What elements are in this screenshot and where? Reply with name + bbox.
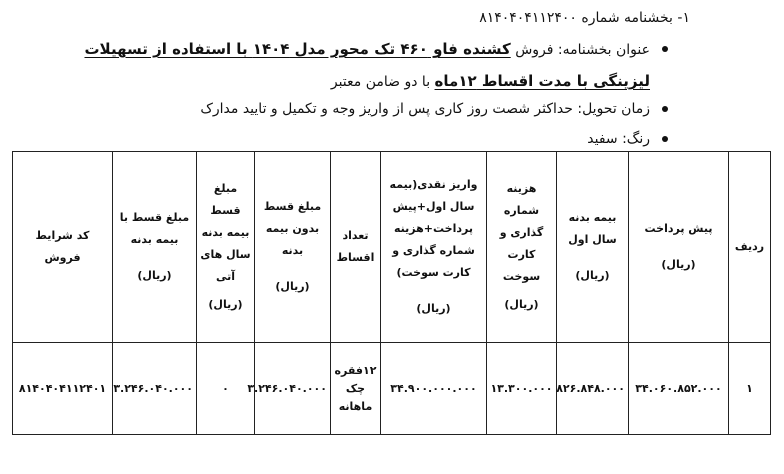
cell-insurance: ۸۲۶.۸۴۸.۰۰۰ (557, 343, 629, 435)
subject-title-part2: لیزینگی با مدت اقساط ۱۲ماه (434, 72, 650, 90)
cell-cash-deposit: ۳۴.۹۰۰.۰۰۰.۰۰۰ (381, 343, 487, 435)
header-cash-deposit: واریز نقدی(بیمه سال اول+پیش پرداخت+هزینه شماره گذاری و کارت سوخت) (ریال) (381, 152, 487, 343)
cell-sale-code: ۸۱۴۰۴۰۴۱۱۲۴۰۱ (13, 343, 113, 435)
header-sale-code: کد شرایط فروش (13, 152, 113, 343)
subject-suffix: با دو ضامن معتبر (330, 74, 431, 90)
header-future-insurance: مبلغ قسط بیمه بدنه سال های آتی (ریال) (197, 152, 255, 343)
bullet-dot-icon (662, 106, 668, 112)
header-prepayment: پیش پرداخت (ریال) (629, 152, 729, 343)
header-installment-with-insurance: مبلغ قسط با بیمه بدنه (ریال) (113, 152, 197, 343)
color-text: رنگ: سفید (587, 131, 650, 147)
subject-title-part1: کشنده فاو ۴۶۰ تک محور مدل ۱۴۰۴ با استفاده از تسهیلات (84, 40, 511, 58)
table-header-row (13, 152, 771, 343)
cell-future-insurance: ۰ (197, 343, 255, 435)
subject-prefix: فروش (515, 42, 554, 58)
header-installments-count: تعداد اقساط (331, 152, 381, 343)
delivery-text: زمان تحویل: حداکثر شصت روز کاری پس از واریز وجه و تکمیل و تایید مدارک (200, 101, 650, 117)
delivery-line (200, 94, 650, 124)
cell-row-no: ۱ (729, 343, 771, 435)
bullet-dot-icon (662, 136, 668, 142)
subject-line (84, 34, 650, 65)
subject-label: عنوان بخشنامه: (557, 42, 650, 58)
circular-number-line: ۱- بخشنامه شماره ۸۱۴۰۴۰۴۱۱۲۴۰۰ (479, 10, 690, 26)
sale-conditions-table (12, 151, 771, 435)
header-installment-no-insurance: مبلغ قسط بدون بیمه بدنه (ریال) (255, 152, 331, 343)
header-insurance: بیمه بدنه سال اول (ریال) (557, 152, 629, 343)
cell-installment-no-insurance: ۳.۲۴۶.۰۴۰.۰۰۰ (255, 343, 331, 435)
cell-installment-with-insurance: ۳.۲۴۶.۰۴۰.۰۰۰ (113, 343, 197, 435)
cell-prepayment: ۳۴.۰۶۰.۸۵۲.۰۰۰ (629, 343, 729, 435)
header-plate-fee: هزینه شماره گذاری و کارت سوخت (ریال) (487, 152, 557, 343)
subject-line-continued (331, 66, 650, 97)
color-line (587, 124, 650, 154)
cell-installments-count: ۱۲فقره چک ماهانه (331, 343, 381, 435)
header-row-no: ردیف (729, 152, 771, 343)
bullet-dot-icon (662, 46, 668, 52)
table-row (13, 343, 771, 435)
cell-plate-fee: ۱۳.۳۰۰.۰۰۰ (487, 343, 557, 435)
